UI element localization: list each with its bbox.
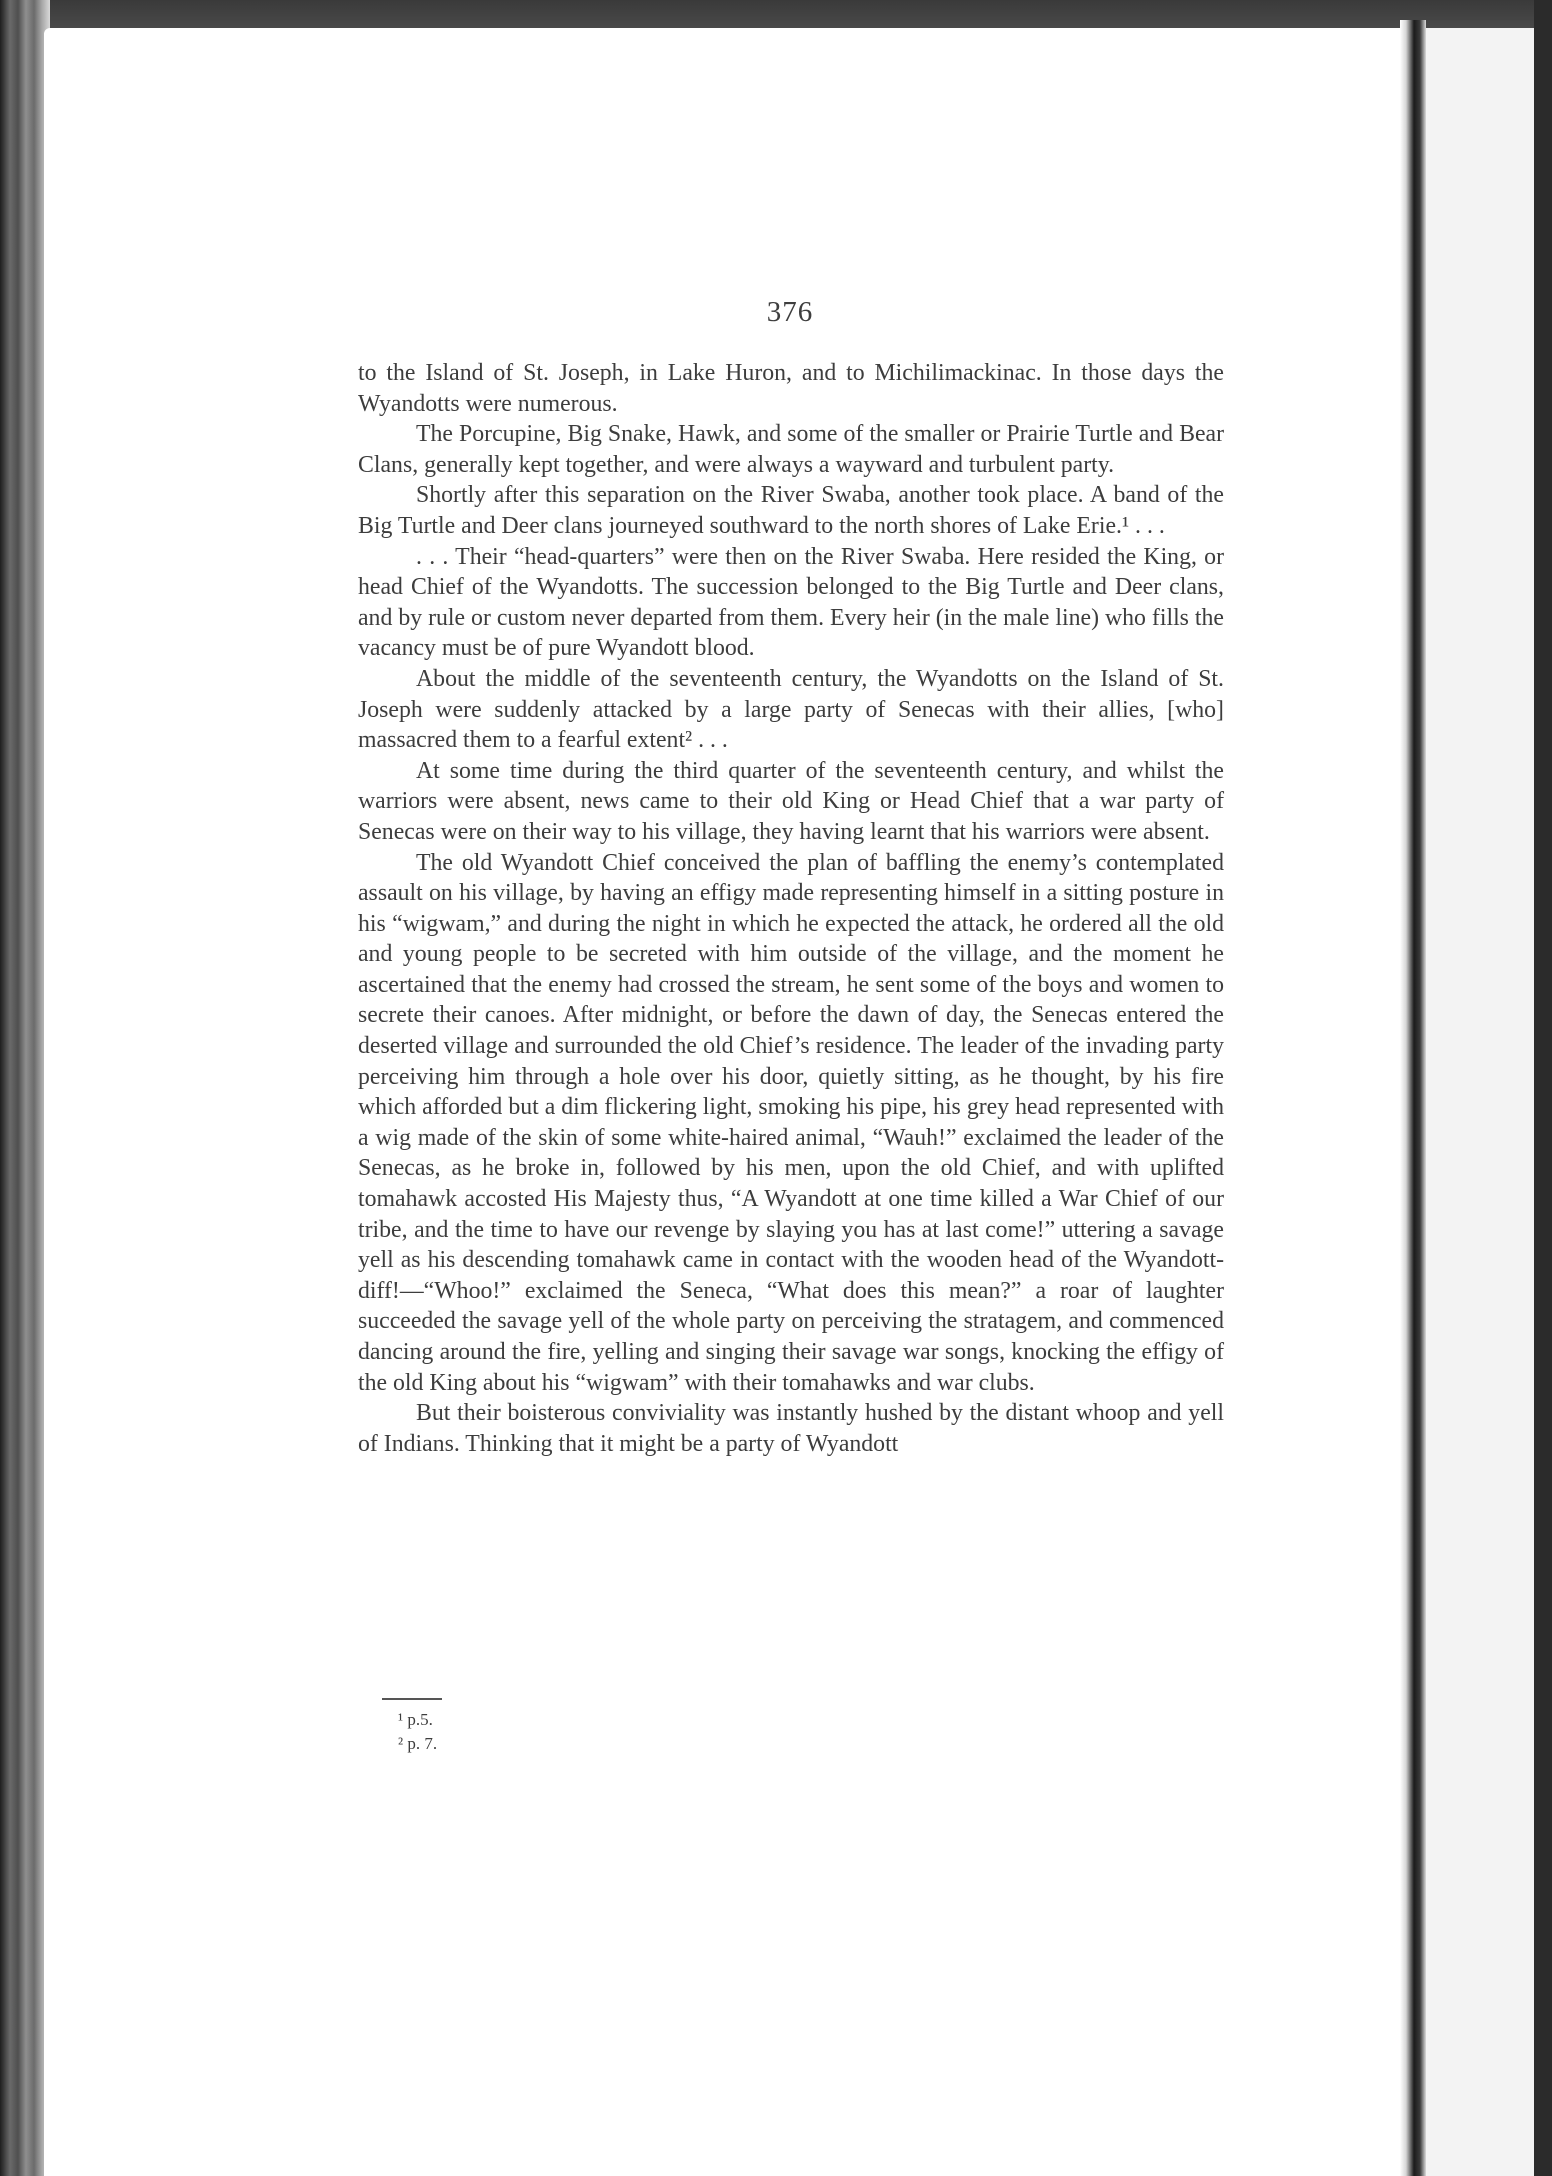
paragraph: But their boisterous conviviality was instantly hushed by the distant whoop and yell of Indians. Thinking that it might be a party of Wyandott <box>358 1400 1224 1457</box>
paragraph: to the Island of St. Joseph, in Lake Huron, and to Michilimackinac. In those days the Wyandotts were numerous. <box>358 360 1224 417</box>
page-number: 376 <box>766 296 814 328</box>
footnote: ² p. 7. <box>398 1734 438 1753</box>
paragraph: Shortly after this separation on the River Swaba, another took place. A band of the Big Turtle and Deer clans journeyed southward to the north shores of Lake Erie.¹ . . . <box>358 482 1224 539</box>
scan-right-edge <box>1534 0 1552 2176</box>
paragraph: . . . Their “head-quarters” were then on the River Swaba. Here resided the King, or head Chief of the Wyandotts. The succession belonged to the Big Turtle and Deer clans, and by rule or custom never departed from them. Every heir (in the male line) who fills the vacancy must be of pure Wyandott blood. <box>358 543 1224 662</box>
paragraph: About the middle of the seventeenth century, the Wyandotts on the Island of St. Joseph were suddenly attacked by a large party of Senecas with their allies, [who] massacred them to a fearful extent² . . . <box>358 665 1224 754</box>
footnotes <box>398 1708 437 1756</box>
paragraph: At some time during the third quarter of the seventeenth century, and whilst the warriors were absent, news came to their old King or Head Chief that a war party of Senecas were on their way to his village, they having learnt that his warriors were absent. <box>358 757 1224 845</box>
paragraph: The old Wyandott Chief conceived the plan of baffling the enemy’s contemplated assault on his village, by having an effigy made representing himself in a sitting posture in his “wigwam,” and during the night in which he expected the attack, he ordered all the old and young people to be secreted with him outside of the village, and the moment he ascertained that the enemy had crossed the stream, he sent some of the boys and women to secrete their canoes. After midnight, or before the dawn of day, the Senecas entered the deserted village and surrounded the old Chief’s residence. The leader of the invading party perceiving him through a hole over his door, quietly sitting, as he thought, by his fire which afforded but a dim flickering light, smoking his pipe, his grey head represented with a wig made of the skin of some white-haired animal, “Wauh!” exclaimed the leader of the Senecas, as he broke in, followed by his men, upon the old Chief, and with uplifted tomahawk accosted His Majesty thus, “A Wyandott at one time killed a War Chief of our tribe, and the time to have our revenge by slaying you has at last come!” uttering a savage yell as his descending tomahawk came in contact with the wooden head of the Wyandott-diff!—“Whoo!” exclaimed the Seneca, “What does this mean?” a roar of laughter succeeded the savage yell of the whole party on perceiving the stratagem, and commenced dancing around the fire, yelling and singing their savage war songs, knocking the effigy of the old King about his “wigwam” with their tomahawks and war clubs. <box>358 849 1224 1396</box>
facing-page-edge <box>1426 28 1534 2176</box>
book-gutter <box>1400 20 1426 2176</box>
book-left-edge <box>0 0 50 2176</box>
footnote-divider <box>382 1698 442 1700</box>
scan-top-shadow <box>0 0 1552 30</box>
footnote: ¹ p.5. <box>398 1710 433 1729</box>
body-text <box>358 358 1224 1459</box>
paragraph: The Porcupine, Big Snake, Hawk, and some of the smaller or Prairie Turtle and Bear Clans, generally kept together, and were always a wayward and turbulent party. <box>358 421 1224 478</box>
